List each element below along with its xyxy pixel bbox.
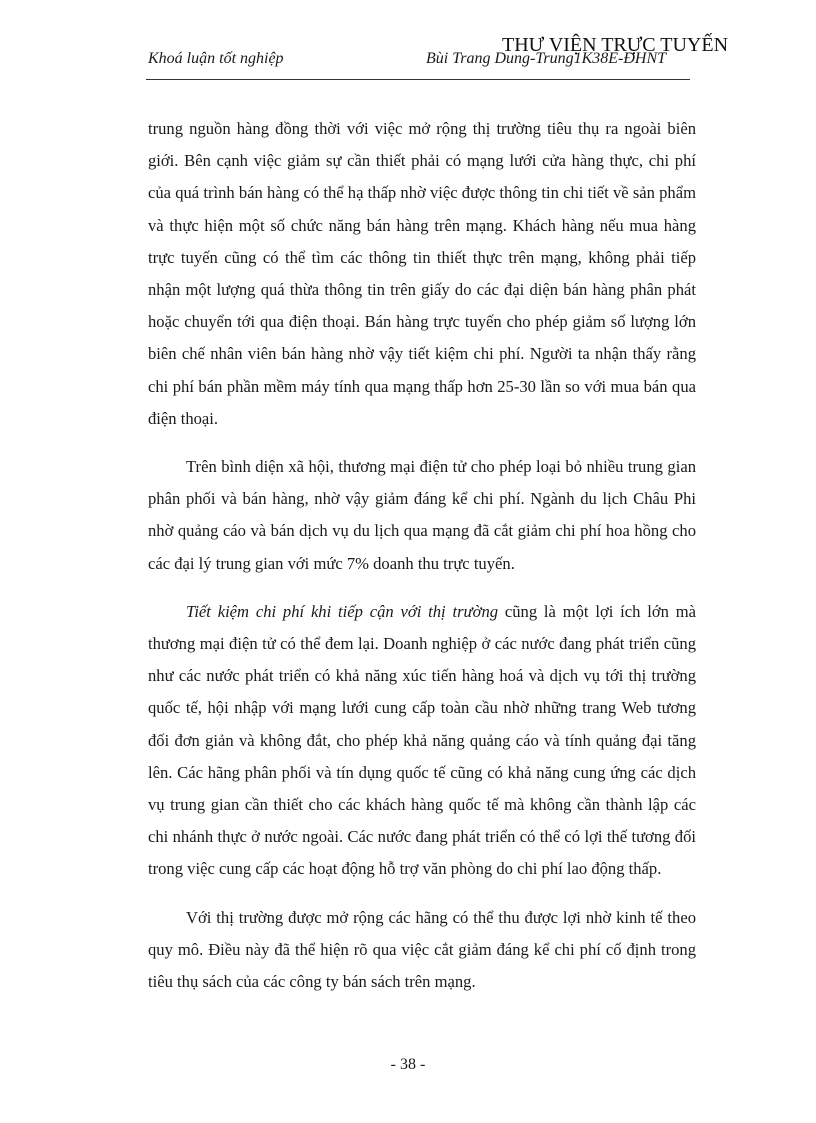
paragraph-scale: Với thị trường được mở rộng các hãng có thể thu được lợi nhờ kinh tế theo quy mô. Điều này đã thể hiện rõ qua việc cắt giảm đáng kể chi phí cố định trong tiêu thụ sách của các công ty bán sách trên mạng.	[148, 907, 696, 992]
document-body	[148, 113, 696, 998]
header-author: Bùi Trang Dung-Trung1K38E-ĐHNT	[426, 50, 667, 67]
page-number: - 38 -	[390, 1056, 426, 1073]
paragraph-market-access	[148, 596, 696, 886]
header-divider	[146, 79, 690, 80]
library-watermark: THƯ VIỆN TRỰC TUYẾN	[502, 34, 729, 56]
italic-lead-phrase: Tiết kiệm chi phí khi tiếp cận với thị trường	[186, 601, 499, 621]
paragraph-market-access-text: cũng là một lợi ích lớn mà thương mại điện tử có thể đem lại. Doanh nghiệp ở các nước đang phát triển cũng như các nước phát triển có khả năng xúc tiến hàng hoá và dịch vụ tới thị trường quốc tế, hội nhập với mạng lưới cung cấp toàn cầu nhờ những trang Web tương đối đơn giản và không đắt, cho phép khả năng quảng cáo và tính quảng đại tăng lên. Các hãng phân phối và tín dụng quốc tế cũng có khả năng cung ứng các dịch vụ trung gian cần thiết cho các khách hàng quốc tế mà không cần thành lập các chi nhánh thực ở nước ngoài. Các nước đang phát triển có thể có lợi thế tương đối trong việc cung cấp các hoạt động hỗ trợ văn phòng do chi phí lao động thấp.	[148, 601, 696, 879]
paragraph-social: Trên bình diện xã hội, thương mại điện tử cho phép loại bỏ nhiều trung gian phân phối và bán hàng, nhờ vậy giảm đáng kể chi phí. Ngành du lịch Châu Phi nhờ quảng cáo và bán dịch vụ du lịch qua mạng đã cắt giảm chi phí hoa hồng cho các đại lý trung gian với mức 7% doanh thu trực tuyến.	[148, 457, 696, 573]
header-document-type: Khoá luận tốt nghiệp	[148, 50, 284, 67]
paragraph-continued: trung nguồn hàng đồng thời với việc mở rộng thị trường tiêu thụ ra ngoài biên giới. Bên cạnh việc giảm sự cần thiết phải có mạng lưới cửa hàng thực, chi phí của quá trình bán hàng có thể hạ thấp nhờ việc được thông tin chi tiết về sản phẩm và thực hiện một số chức năng bán hàng trên mạng. Khách hàng nếu mua hàng trực tuyến cũng có thể tìm các thông tin thiết thực trên mạng, không phải tiếp nhận một lượng quá thừa thông tin trên giấy do các đại diện bán hàng phân phát hoặc chuyển tới qua điện thoại. Bán hàng trực tuyến cho phép giảm số lượng lớn biên chế nhân viên bán hàng nhờ vậy tiết kiệm chi phí. Người ta nhận thấy rằng chi phí bán phần mềm máy tính qua mạng thấp hơn 25-30 lần so với mua bán qua điện thoại.	[148, 119, 696, 428]
